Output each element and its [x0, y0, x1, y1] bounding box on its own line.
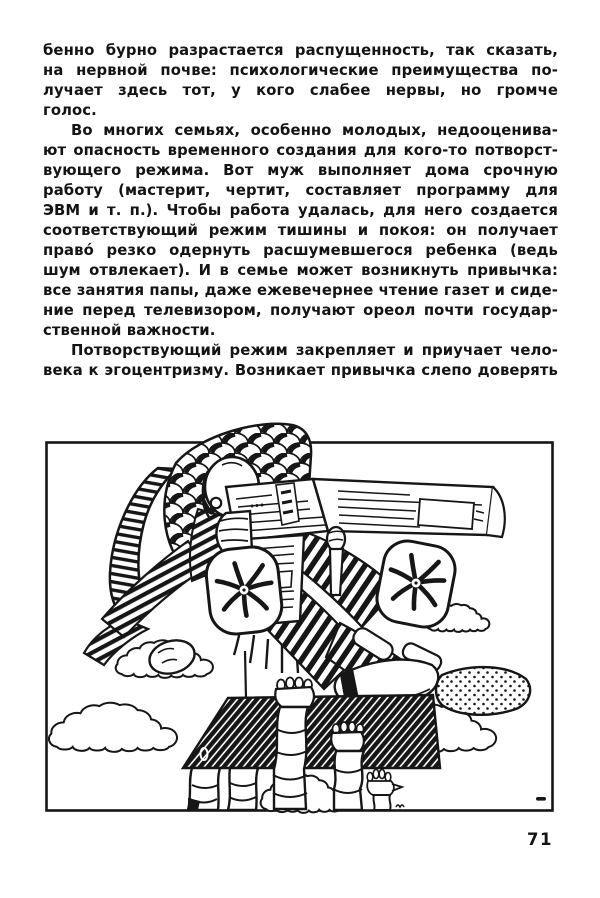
text-line: голос.: [43, 102, 97, 119]
text-line: бенно бурно разрастается распущенность, так сказать,: [43, 42, 558, 59]
chair-leg: [245, 651, 246, 698]
carrier-leg: [228, 768, 258, 810]
sole-dot: [414, 581, 417, 584]
arm-sleeve: [334, 751, 364, 810]
text-line: Потворствующий режим закрепляет и приучает чело-: [71, 342, 558, 359]
gripping-hand: [331, 732, 364, 751]
child-arm: [373, 795, 390, 810]
text-line: соответствующий режим тишины и покоя: он получает: [43, 222, 558, 239]
text-line: ЭВМ и т. п.). Чтобы работа удалась, для него создается: [43, 202, 558, 219]
cartoon-illustration: [40, 413, 560, 820]
finger: [373, 770, 379, 779]
sole-dot: [242, 588, 245, 591]
body-text: [43, 41, 558, 381]
text-line: века к эгоцентризму. Возникает привычка слепо доверять: [43, 362, 558, 379]
text-line: ние перед телевизором, получают ореол почти государ-: [43, 302, 558, 319]
illustration-frame: [40, 413, 560, 820]
text-line: работу (мастерит, чертит, составляет программу для: [43, 182, 558, 199]
paragraph: [43, 121, 558, 341]
paragraph: [43, 341, 558, 381]
dot: [251, 505, 254, 508]
news-ad-box: [418, 499, 474, 529]
page-number: 71: [527, 830, 553, 849]
gripping-hand: [275, 687, 314, 707]
text-line: Во многих семьях, особенно молодых, недооценива-: [71, 122, 558, 139]
signature-dash: [536, 797, 546, 801]
slipper-shoe-right: [436, 667, 530, 715]
text-line: вующего режима. Вот муж выполняет дома срочную: [43, 162, 558, 179]
finger: [286, 678, 294, 689]
text-line: ют опасность временного создания для кого-то потворст-: [43, 142, 558, 159]
dot: [261, 504, 264, 507]
dot: [256, 504, 259, 507]
finger: [349, 722, 356, 732]
right-forearm: [330, 549, 343, 595]
text-line: все занятия папы, даже ежевечернее чтение газет и сиде-: [43, 282, 558, 299]
text-line: на нервной почве: психологические преимущества по-: [43, 62, 558, 79]
paragraph: [43, 41, 558, 121]
text-line: право́ резко одернуть расшумевшегося ребенка (ведь: [43, 242, 558, 259]
text-line: лучает здесь тот, у кого слабее нервы, но громче: [43, 82, 558, 99]
text-line: шум отвлекает). И в семье может возникнуть привычка:: [43, 262, 558, 279]
finger: [341, 722, 348, 732]
text-line: ственной важности.: [43, 322, 216, 339]
finger: [379, 770, 385, 779]
